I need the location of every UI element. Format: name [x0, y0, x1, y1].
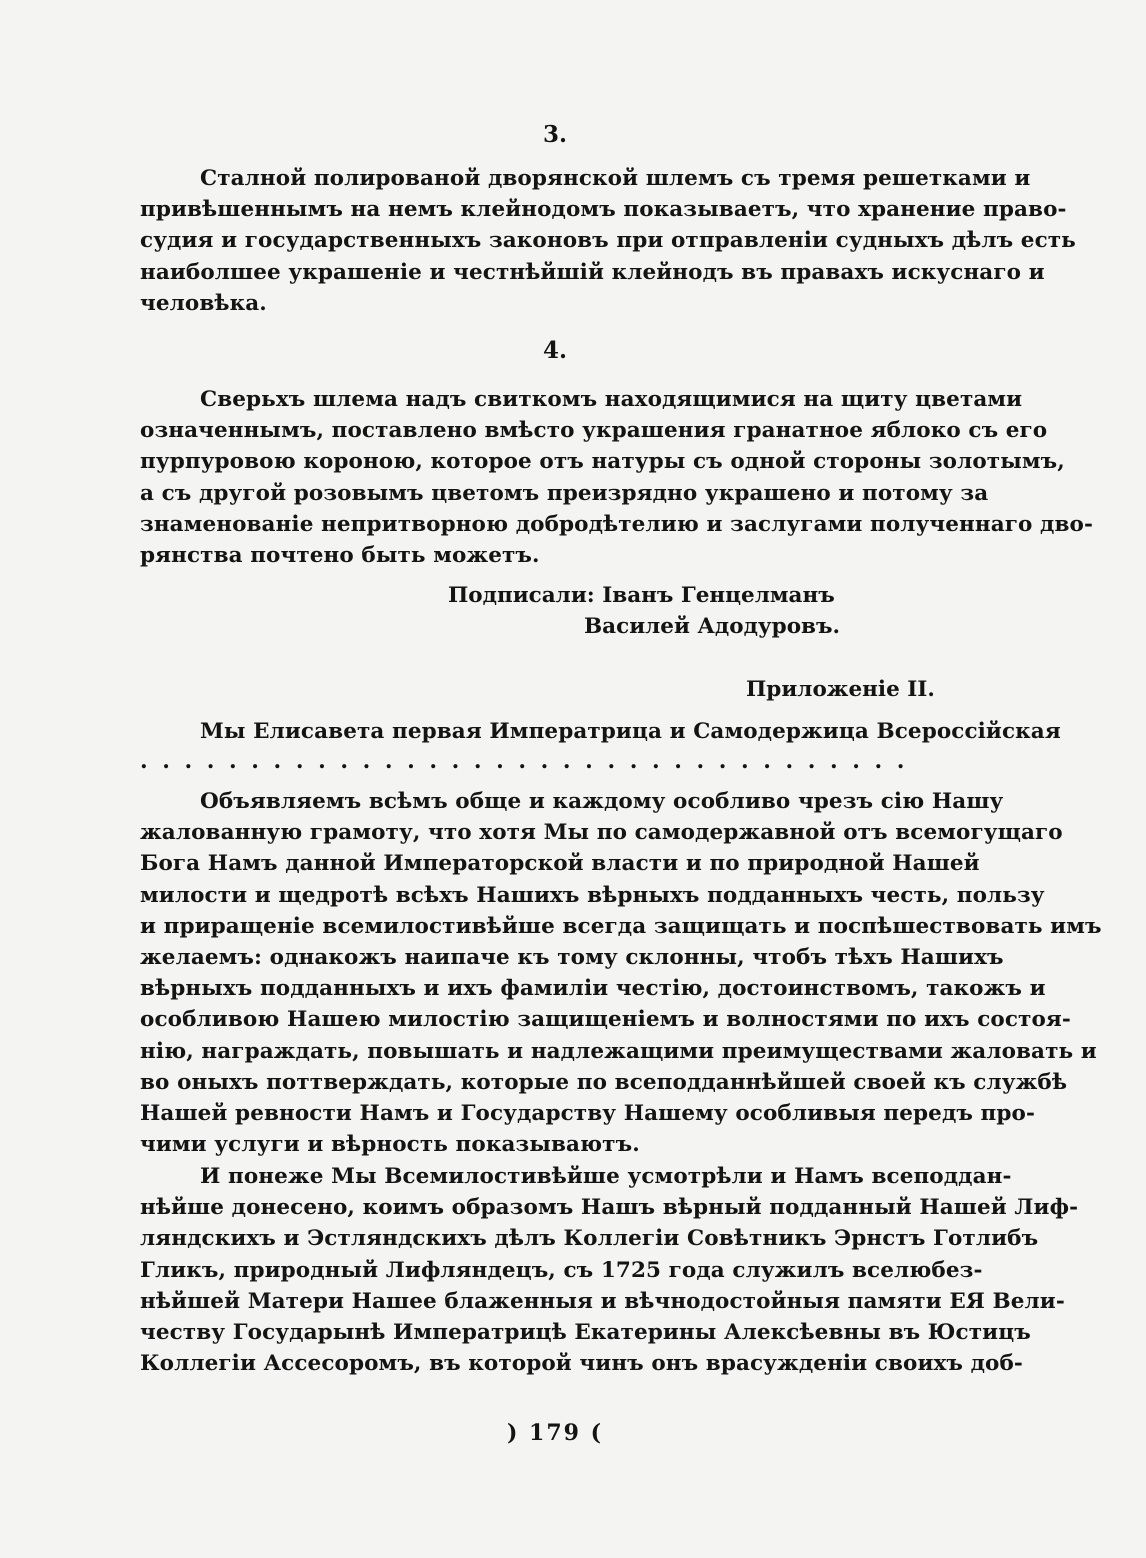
appendix-title: Приложеніе II. [746, 677, 935, 702]
section-4-text [140, 384, 1093, 571]
page-number: ) 179 ( [506, 1420, 604, 1446]
text-line: знаменованіе непритворною добродѣтелию и заслугами полученнаго дво- [140, 511, 1093, 537]
signature-label: Подписали: [448, 583, 595, 608]
signature-name-2: Василей Адодуровъ. [584, 614, 840, 639]
text-line: привѣшеннымъ на немъ клейнодомъ показываетъ, что хранение право- [140, 197, 1067, 223]
text-line: Гликъ, природный Лифляндецъ, съ 1725 года служилъ вселюбез- [140, 1257, 983, 1283]
text-line: означеннымъ, поставлено вмѣсто украшения гранатное яблоко съ его [140, 418, 1048, 444]
text-line: во оныхъ поттверждать, которые по всеподданнѣйшей своей къ службѣ [140, 1069, 1068, 1095]
signature-name-1: Іванъ Генцелманъ [602, 583, 835, 608]
signature-line-1 [448, 583, 835, 608]
text-line: нію, награждать, повышать и надлежащими преимуществами жаловать и [140, 1038, 1097, 1064]
text-line: вѣрныхъ подданныхъ и ихъ фамиліи честію, достоинствомъ, такожъ и [140, 976, 1046, 1002]
text-line: жалованную грамоту, что хотя Мы по самодержавной отъ всемогущаго [140, 820, 1063, 846]
text-line: особливою Нашею милостію защищеніемъ и волностями по ихъ состоя- [140, 1007, 1071, 1033]
text-line: наиболшее украшеніе и честнѣйшій клейнодъ въ правахъ искуснаго и [140, 259, 1045, 285]
section-3-number: 3. [542, 121, 567, 148]
text-line: рянства почтено быть можетъ. [140, 542, 540, 568]
text-line: Бога Намъ данной Императорской власти и по природной Нашей [140, 851, 980, 877]
signature-line-2 [584, 614, 840, 639]
text-line: милости и щедротѣ всѣхъ Нашихъ вѣрныхъ подданныхъ честь, пользу [140, 882, 1045, 908]
text-line: Объявляемъ всѣмъ обще и каждому особливо чрезъ сію Нашу [200, 789, 1004, 814]
appendix-paragraph-1 [140, 786, 1102, 1160]
text-line: Мы Елисавета первая Императрица и Самодержица Всероссійская [200, 719, 1061, 744]
section-4-number: 4. [542, 337, 567, 364]
text-line: И понеже Мы Всемилостивѣйше усмотрѣли и Намъ всеподдан- [200, 1164, 1012, 1189]
text-line: пурпуровою короною, которое отъ натуры съ одной стороны золотымъ, [140, 449, 1065, 475]
text-line: нѣйшей Матери Нашее блаженныя и вѣчнодостойныя памяти ЕЯ Вели- [140, 1288, 1065, 1314]
appendix-paragraph-2 [140, 1161, 1079, 1379]
text-line: Сверьхъ шлема надъ свиткомъ находящимися на щиту цветами [200, 387, 1023, 412]
text-line: человѣка. [140, 290, 267, 316]
section-3-text [140, 163, 1076, 319]
text-line: судия и государственныхъ законовъ при отправленіи судныхъ дѣлъ есть [140, 228, 1076, 254]
text-line: Сталной полированой дворянской шлемъ съ тремя решетками и [200, 166, 1031, 191]
text-line: нѣйше донесено, коимъ образомъ Нашъ вѣрный подданный Нашей Лиф- [140, 1195, 1079, 1221]
text-line: а съ другой розовымъ цветомъ преизрядно украшено и потому за [140, 480, 989, 506]
text-line: честву Государынѣ Императрицѣ Екатерины Алексѣевны въ Юстицъ [140, 1319, 1031, 1345]
text-line: ляндскихъ и Эстляндскихъ дѣлъ Коллегіи Совѣтникъ Эрнстъ Готлибъ [140, 1226, 1039, 1252]
appendix-intro [140, 716, 1061, 747]
text-line: и приращеніе всемилостивѣйше всегда защищать и поспѣшествовать имъ [140, 913, 1102, 939]
text-line: желаемъ: однакожъ наипаче къ тому склонны, чтобъ тѣхъ Нашихъ [140, 944, 1004, 970]
ellipsis-dots: ................................... [140, 748, 920, 774]
text-line: Коллегіи Ассесоромъ, въ которой чинъ онъ врасужденіи своихъ доб- [140, 1351, 1023, 1377]
text-line: чими услуги и вѣрность показываютъ. [140, 1132, 640, 1158]
text-line: Нашей ревности Намъ и Государству Нашему особливыя передъ про- [140, 1100, 1035, 1126]
